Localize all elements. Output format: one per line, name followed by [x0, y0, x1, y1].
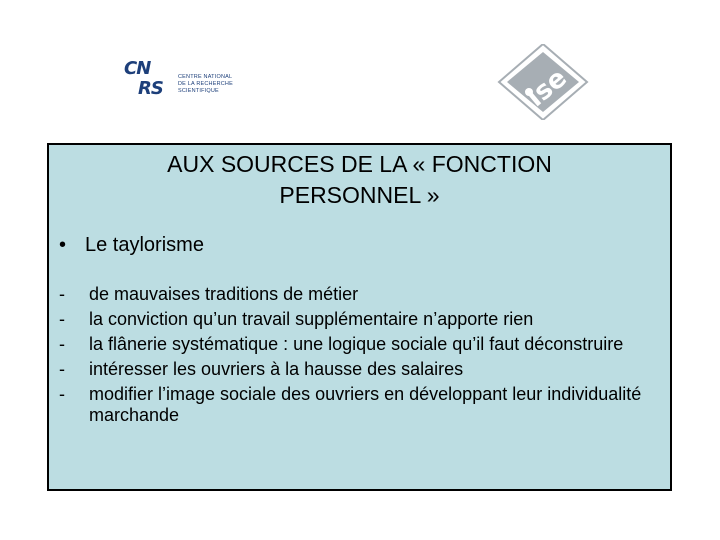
- ise-logo-text: ise: [521, 63, 573, 113]
- list-item: [59, 359, 660, 380]
- list-item-text: modifier l’image sociale des ouvriers en développant leur individualité marchande: [89, 384, 642, 425]
- list-item: [59, 309, 660, 330]
- list-item: [59, 384, 660, 426]
- cnrs-institution-name: [178, 74, 233, 95]
- slide-title-line1: AUX SOURCES DE LA « FONCTION: [167, 151, 552, 177]
- ise-logo: [497, 44, 589, 120]
- dash-list: [59, 284, 660, 430]
- dash-marker: -: [59, 359, 65, 379]
- cnrs-logo: [124, 58, 244, 104]
- dash-marker: -: [59, 309, 65, 329]
- list-item-text: la conviction qu’un travail supplémentaire n’apporte rien: [89, 309, 534, 329]
- dash-marker: -: [59, 284, 65, 304]
- list-item-text: de mauvaises traditions de métier: [89, 284, 359, 304]
- slide-title-line2: PERSONNEL »: [279, 182, 440, 208]
- cnrs-monogram: [124, 60, 163, 98]
- main-bullet: [59, 233, 204, 257]
- cnrs-monogram-line2: RS: [138, 78, 163, 99]
- list-item: [59, 334, 660, 355]
- dash-marker: -: [59, 384, 65, 404]
- content-panel: [47, 143, 672, 491]
- cnrs-institution-line: DE LA RECHERCHE: [178, 81, 233, 87]
- cnrs-institution-line: SCIENTIFIQUE: [178, 88, 219, 94]
- main-bullet-text: Le taylorisme: [85, 234, 204, 256]
- slide-title: [49, 149, 670, 211]
- cnrs-monogram-line1: CN: [124, 58, 151, 79]
- cnrs-institution-line: CENTRE NATIONAL: [178, 74, 233, 80]
- list-item-text: la flânerie systématique : une logique sociale qu’il faut déconstruire: [89, 334, 624, 354]
- list-item: [59, 284, 660, 305]
- bullet-marker: •: [59, 234, 67, 256]
- list-item-text: intéresser les ouvriers à la hausse des salaires: [89, 359, 464, 379]
- dash-marker: -: [59, 334, 65, 354]
